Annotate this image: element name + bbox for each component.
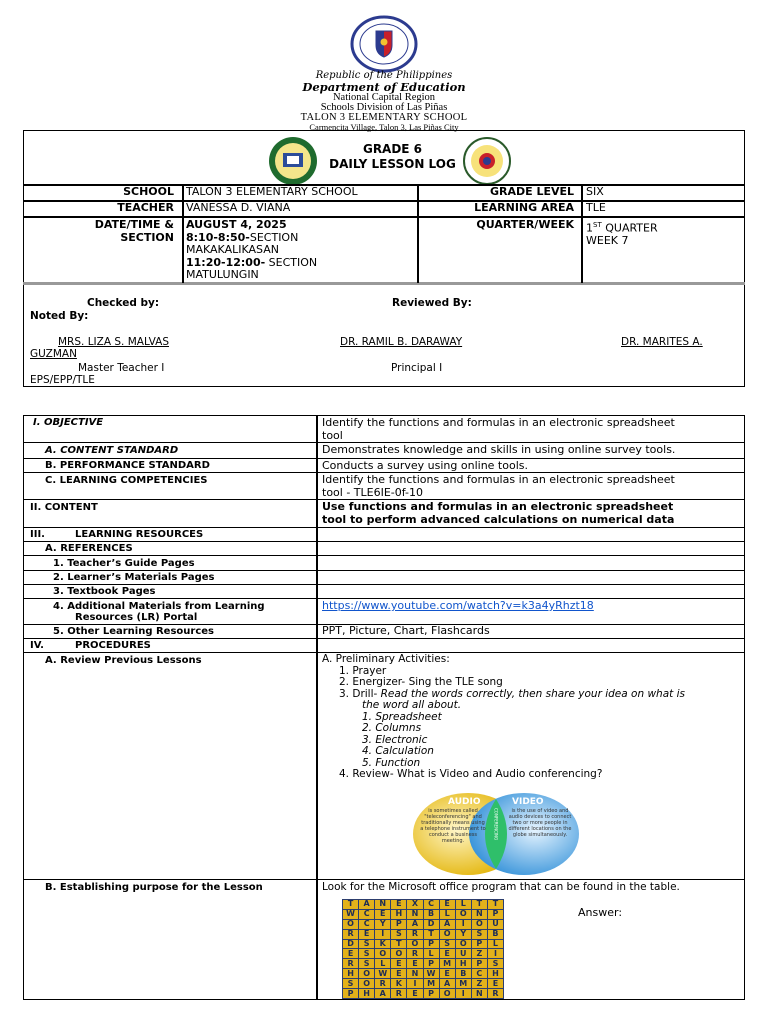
document-title [300, 142, 485, 172]
grade-level-value: SIX [586, 185, 604, 198]
competency-line-1: Identify the functions and formulas in an electronic spreadsheet [322, 473, 675, 486]
grid-letter: C [359, 910, 374, 919]
signatory-2-name: DR. RAMIL B. DARAWAY [340, 336, 463, 348]
ref-item-3: 3. Textbook Pages [53, 586, 156, 597]
grid-letter: P [472, 959, 487, 968]
quarter-suffix: ST [593, 221, 602, 229]
content-standard-text: Demonstrates knowledge and skills in using online survey tools. [322, 443, 676, 456]
grid-letter: O [456, 910, 471, 919]
grid-letter: C [359, 920, 374, 929]
drill-word: 2. Columns [362, 722, 422, 734]
venn-audio-title: AUDIO [448, 797, 481, 807]
review-label: A. Review Previous Lessons [45, 655, 202, 666]
grid-letter: R [375, 979, 390, 988]
signatory-3-name: DR. MARITES A. [621, 336, 703, 348]
grid-letter: S [359, 940, 374, 949]
datetime-value [186, 219, 414, 282]
quarter-label: QUARTER/WEEK [476, 218, 574, 231]
ref-item-4: 4. Additional Materials from Learning [53, 601, 265, 612]
venn-video-text: is the use of video and audio devices to connect two or more people in different locations on the globe simultaneously. [508, 808, 572, 838]
venn-video-title: VIDEO [512, 797, 544, 807]
grid-letter: C [424, 900, 439, 909]
performance-standard-label: B. PERFORMANCE STANDARD [45, 460, 210, 471]
grade-title: GRADE 6 [362, 142, 423, 156]
grid-letter: K [391, 979, 406, 988]
teacher-label: TEACHER [117, 201, 174, 214]
youtube-link[interactable]: https://www.youtube.com/watch?v=k3a4yRhzt18 [322, 599, 594, 612]
division-line: Schools Division of Las Piñas [320, 102, 448, 113]
grid-letter: Y [456, 930, 471, 939]
grid-letter: L [488, 940, 503, 949]
signatory-3-surname: GUZMAN [30, 348, 77, 360]
grid-letter: O [375, 949, 390, 958]
grid-letter: A [375, 989, 390, 998]
grid-letter: D [424, 920, 439, 929]
grid-letter: H [359, 989, 374, 998]
grid-letter: N [407, 910, 422, 919]
grid-letter: S [359, 959, 374, 968]
signatory-1-title: Master Teacher I [78, 362, 165, 374]
grid-letter: E [343, 949, 358, 958]
purpose-text: Look for the Microsoft office program that can be found in the table. [322, 881, 680, 893]
learning-area-label: LEARNING AREA [474, 201, 574, 214]
grid-letter: X [407, 900, 422, 909]
procedures-label: PROCEDURES [75, 640, 151, 651]
venn-audio-text: is sometimes called "teleconferencing" and traditionally means using a telephone instrument to conduct a business meeting. [420, 808, 486, 844]
quarter-text: QUARTER [601, 221, 658, 235]
teacher-value: VANESSA D. VIAÑA [186, 201, 291, 214]
grid-letter: A [440, 979, 455, 988]
grid-letter: O [391, 949, 406, 958]
section-2b: MATULUNGIN [186, 268, 259, 281]
grid-letter: B [456, 969, 471, 978]
performance-standard-text: Conducts a survey using online tools. [322, 459, 528, 472]
drill-instruction-cont: the word all about. [362, 699, 462, 711]
objective-line-1: Identify the functions and formulas in an electronic spreadsheet [322, 416, 675, 429]
grid-letter: A [440, 920, 455, 929]
grid-letter: S [488, 959, 503, 968]
grid-letter: S [440, 940, 455, 949]
grid-letter: H [343, 969, 358, 978]
dll-title: DAILY LESSON LOG [329, 157, 456, 171]
section-1b: MAKAKALIKASAN [186, 243, 279, 256]
grid-letter: P [488, 910, 503, 919]
school-value: TALON 3 ELEMENTARY SCHOOL [186, 185, 358, 198]
grid-letter: U [488, 920, 503, 929]
address-line: Carmencita Village, Talon 3, Las Piñas City [309, 122, 459, 132]
grid-letter: N [472, 910, 487, 919]
grid-letter: W [343, 910, 358, 919]
time-slot-2: 11:20-12:00- [186, 255, 266, 269]
grid-letter: T [424, 930, 439, 939]
quarter-value [586, 219, 658, 248]
grid-letter: I [407, 979, 422, 988]
ref-item-2: 2. Learner’s Materials Pages [53, 572, 215, 583]
grid-letter: L [424, 949, 439, 958]
grid-letter: R [343, 930, 358, 939]
grid-letter: O [359, 969, 374, 978]
grid-letter: E [440, 949, 455, 958]
drill-word: 3. Electronic [362, 733, 428, 746]
word-search-grid [342, 899, 504, 999]
grid-letter: I [456, 920, 471, 929]
ref-item-1: 1. Teacher’s Guide Pages [53, 558, 195, 569]
objective-text [322, 417, 742, 442]
content-label: II. CONTENT [30, 502, 98, 513]
grid-letter: T [488, 900, 503, 909]
grid-letter: L [440, 910, 455, 919]
grid-letter: O [359, 979, 374, 988]
department-line: Department of Education [302, 80, 466, 94]
signatory-2-title: Principal I [391, 362, 443, 374]
preliminary-heading: A. Preliminary Activities: [322, 653, 450, 665]
grid-letter: R [488, 989, 503, 998]
grid-letter: N [472, 989, 487, 998]
grid-letter: C [472, 969, 487, 978]
audio-video-conferencing-diagram [412, 792, 580, 876]
grid-letter: L [375, 959, 390, 968]
grid-letter: R [343, 959, 358, 968]
objective-label: I. OBJECTIVE [33, 417, 104, 428]
grid-letter: P [391, 920, 406, 929]
grid-letter: O [456, 940, 471, 949]
checked-by-label: Checked by: [87, 297, 160, 309]
grid-letter: O [440, 989, 455, 998]
grid-letter: W [375, 969, 390, 978]
grid-letter: E [391, 969, 406, 978]
grid-letter: T [391, 940, 406, 949]
grid-letter: E [440, 969, 455, 978]
references-label: A. REFERENCES [45, 543, 133, 554]
grid-letter: A [407, 920, 422, 929]
answer-label: Answer: [578, 906, 623, 919]
content-line-2: tool to perform advanced calculations on numerical data [322, 512, 675, 526]
region-line: National Capital Region [332, 92, 436, 103]
content-standard-label: A. CONTENT STANDARD [45, 445, 179, 456]
grid-letter: N [375, 900, 390, 909]
competencies-text [322, 474, 742, 499]
section-1a: SECTION [249, 230, 299, 244]
grid-letter: D [343, 940, 358, 949]
grid-letter: E [375, 910, 390, 919]
grade-level-label: GRADE LEVEL [489, 185, 574, 198]
datetime-label [30, 219, 174, 244]
grid-letter: L [456, 900, 471, 909]
grid-letter: Z [472, 949, 487, 958]
grid-letter: H [488, 969, 503, 978]
grid-letter: S [472, 930, 487, 939]
venn-middle-label: CONFERENCING [493, 808, 499, 841]
grid-letter: O [472, 920, 487, 929]
grid-letter: H [456, 959, 471, 968]
grid-letter: E [407, 989, 422, 998]
resources-number: III. [30, 529, 45, 540]
grid-letter: E [488, 979, 503, 988]
grid-letter: R [391, 989, 406, 998]
lesson-date: AUGUST 4, 2025 [186, 218, 287, 231]
grid-letter: M [456, 979, 471, 988]
content-line-1: Use functions and formulas in an electronic spreadsheet [322, 500, 674, 513]
grid-letter: I [456, 989, 471, 998]
reviewed-by-label: Reviewed By: [392, 297, 472, 309]
activity-energizer: 2. Energizer- Sing the TLE song [339, 676, 503, 688]
grid-letter: I [488, 949, 503, 958]
drill-prefix: 3. Drill- [339, 687, 381, 700]
grid-letter: B [488, 930, 503, 939]
activity-review: 4. Review- What is Video and Audio conferencing? [339, 768, 603, 780]
datetime-label-2: SECTION [120, 230, 174, 244]
grid-letter: S [391, 930, 406, 939]
grid-letter: R [407, 949, 422, 958]
grid-letter: B [424, 910, 439, 919]
grid-letter: P [472, 940, 487, 949]
learning-area-value: TLE [586, 201, 606, 214]
grid-letter: P [424, 989, 439, 998]
grid-letter: E [407, 959, 422, 968]
resources-label: LEARNING RESOURCES [75, 529, 204, 540]
grid-letter: M [440, 959, 455, 968]
grid-letter: O [440, 930, 455, 939]
grid-letter: H [391, 910, 406, 919]
content-text [322, 501, 742, 526]
signatory-3-title: EPS/EPP/TLE [30, 374, 95, 386]
deped-seal-logo [350, 15, 418, 73]
grid-letter: T [343, 900, 358, 909]
grid-letter: P [343, 989, 358, 998]
drill-word: 5. Function [362, 756, 421, 769]
procedures-number: IV. [30, 640, 44, 651]
noted-by-label: Noted By: [30, 310, 89, 322]
grid-letter: E [440, 900, 455, 909]
grid-letter: Y [375, 920, 390, 929]
grid-letter: N [407, 969, 422, 978]
week-value: WEEK 7 [586, 234, 629, 248]
grid-letter: S [359, 949, 374, 958]
section-2a: SECTION [265, 255, 318, 269]
ref-item-4-cont: Resources (LR) Portal [75, 612, 198, 623]
grid-letter: A [359, 900, 374, 909]
competencies-label: C. LEARNING COMPETENCIES [45, 475, 208, 486]
time-slot-1: 8:10-8:50- [186, 230, 250, 244]
grid-letter: R [407, 930, 422, 939]
republic-line: Republic of the Philippines [315, 70, 453, 81]
grid-letter: I [375, 930, 390, 939]
review-activities [322, 654, 742, 781]
grid-letter: S [343, 979, 358, 988]
school-label: SCHOOL [123, 185, 174, 198]
grid-letter: P [424, 940, 439, 949]
quarter-number: 1 [586, 221, 593, 235]
competency-line-2: tool - TLE6IE-0f-10 [322, 485, 423, 499]
ref-item-5: 5. Other Learning Resources [53, 626, 214, 637]
grid-letter: P [424, 959, 439, 968]
grid-letter: W [424, 969, 439, 978]
grid-letter: T [472, 900, 487, 909]
activity-prayer: 1. Prayer [339, 664, 387, 677]
other-resources-text: PPT, Picture, Chart, Flashcards [322, 624, 490, 637]
drill-word: 1. Spreadsheet [362, 710, 442, 723]
school-line: TALON 3 ELEMENTARY SCHOOL [300, 112, 468, 123]
grid-letter: O [407, 940, 422, 949]
grid-letter: E [391, 900, 406, 909]
grid-letter: Z [472, 979, 487, 988]
signatory-1-name: MRS. LIZA S. MALVAS [58, 336, 169, 348]
grid-letter: M [424, 979, 439, 988]
drill-word: 4. Calculation [362, 745, 434, 757]
grid-letter: O [343, 920, 358, 929]
datetime-label-1: DATE/TIME & [94, 218, 174, 231]
grid-letter: K [375, 940, 390, 949]
drill-instruction: Read the words correctly, then share your idea on what is [380, 687, 685, 700]
grid-letter: U [456, 949, 471, 958]
purpose-label: B. Establishing purpose for the Lesson [45, 882, 263, 893]
objective-line-2: tool [322, 428, 343, 442]
grid-letter: E [391, 959, 406, 968]
grid-letter: E [359, 930, 374, 939]
